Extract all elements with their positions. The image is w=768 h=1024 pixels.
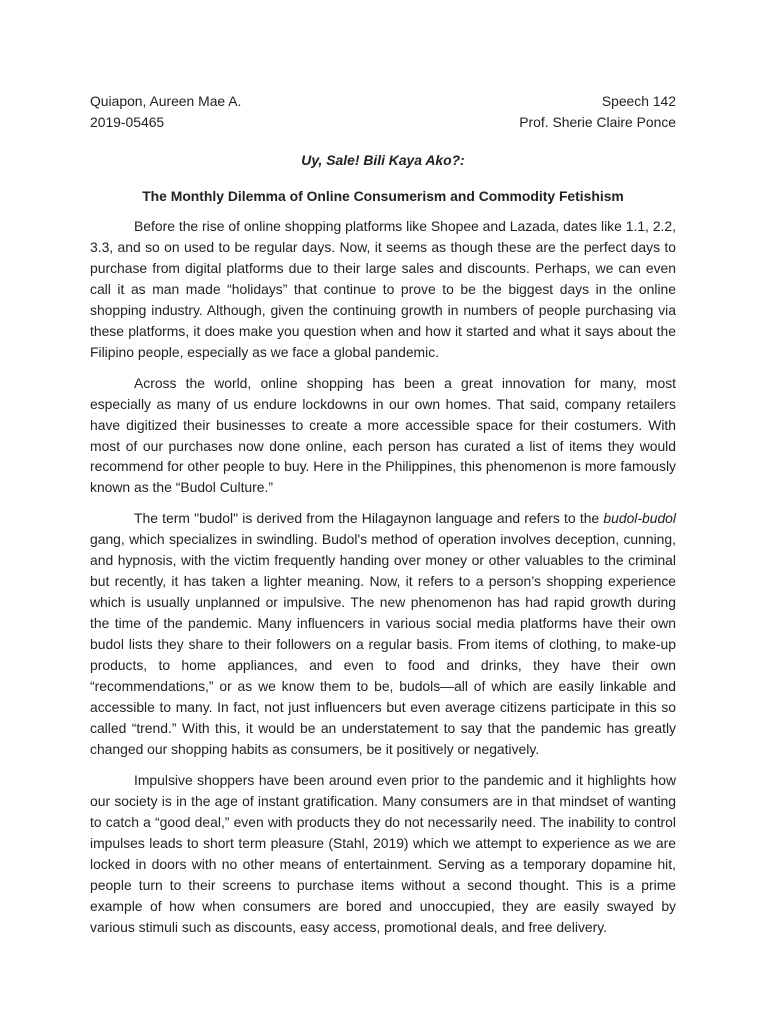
header-row-2 xyxy=(90,112,676,133)
header-row-1 xyxy=(90,91,676,112)
essay-title: Uy, Sale! Bili Kaya Ako?: xyxy=(301,152,465,168)
paragraph-3-emphasis: budol-budol xyxy=(603,510,676,527)
paragraph-2: Across the world, online shopping has been a great innovation for many, most especially as many of us endure lockdowns in our own homes. That said, company retailers have digitized their businesses to create a more accessible space for their costumers. With most of our purchases now done online, each person has curated a list of items they would recommend for other people to buy. Here in the Philippines, this phenomenon is more famously known as the “Budol Culture.” xyxy=(90,374,676,496)
author-name: Quiapon, Aureen Mae A. xyxy=(90,93,242,109)
paragraph-3 xyxy=(90,508,676,759)
paragraph-3-text-after: gang, which specializes in swindling. Budol's method of operation involves deception, cunning, and hypnosis, with the victim frequently handing over money or other valuables to the criminal but recently, it has taken a lighter meaning. Now, it refers to a person’s shopping experience which is usually unplanned or impulsive. The new phenomenon has had rapid growth during the time of the pandemic. Many influencers in various social media platforms have their own budol lists they share to their followers on a regular basis. From items of clothing, to make-up products, to home appliances, and even to food and drinks, they have their own “recommendations,” or as we know them to be, budols—all of which are easily linkable and accessible to many. In fact, not just influencers but even average citizens participate in this so called “trend.” With this, it would be an understatement to say that the pandemic has greatly changed our shopping habits as consumers, be it positively or negatively. xyxy=(90,531,676,757)
paragraph-4: Impulsive shoppers have been around even prior to the pandemic and it highlights how our society is in the age of instant gratification. Many consumers are in that mindset of wanting to catch a “good deal,” even with products they do not necessarily need. The inability to control impulses leads to short term pleasure (Stahl, 2019) which we attempt to experience as we are locked in doors with no other means of entertainment. Serving as a temporary dopamine hit, people turn to their screens to purchase items without a second thought. This is a prime example of how when consumers are bored and unoccupied, they are easily swayed by various stimuli such as discounts, easy access, promotional deals, and free delivery. xyxy=(90,771,676,935)
student-id: 2019-05465 xyxy=(90,114,165,130)
essay-body xyxy=(90,216,676,937)
paragraph-1: Before the rise of online shopping platforms like Shopee and Lazada, dates like 1.1, 2.2, 3.3, and so on used to be regular days. Now, it seems as though these are the perfect days to purchase from digital platforms due to their large sales and discounts. Perhaps, we can even call it as man made “holidays” that continue to prove to be the biggest days in the online shopping industry. Although, given the continuing growth in numbers of people purchasing via these platforms, it does make you question when and how it started and what it says about the Filipino people, especially as we face a global pandemic. xyxy=(90,218,676,360)
essay-subtitle: The Monthly Dilemma of Online Consumerism and Commodity Fetishism xyxy=(142,188,624,204)
paragraph-3-text-before: The term "budol" is derived from the Hilagaynon language and refers to the xyxy=(134,510,604,527)
course-code: Speech 142 xyxy=(601,93,676,109)
professor-name: Prof. Sherie Claire Ponce xyxy=(519,114,676,130)
